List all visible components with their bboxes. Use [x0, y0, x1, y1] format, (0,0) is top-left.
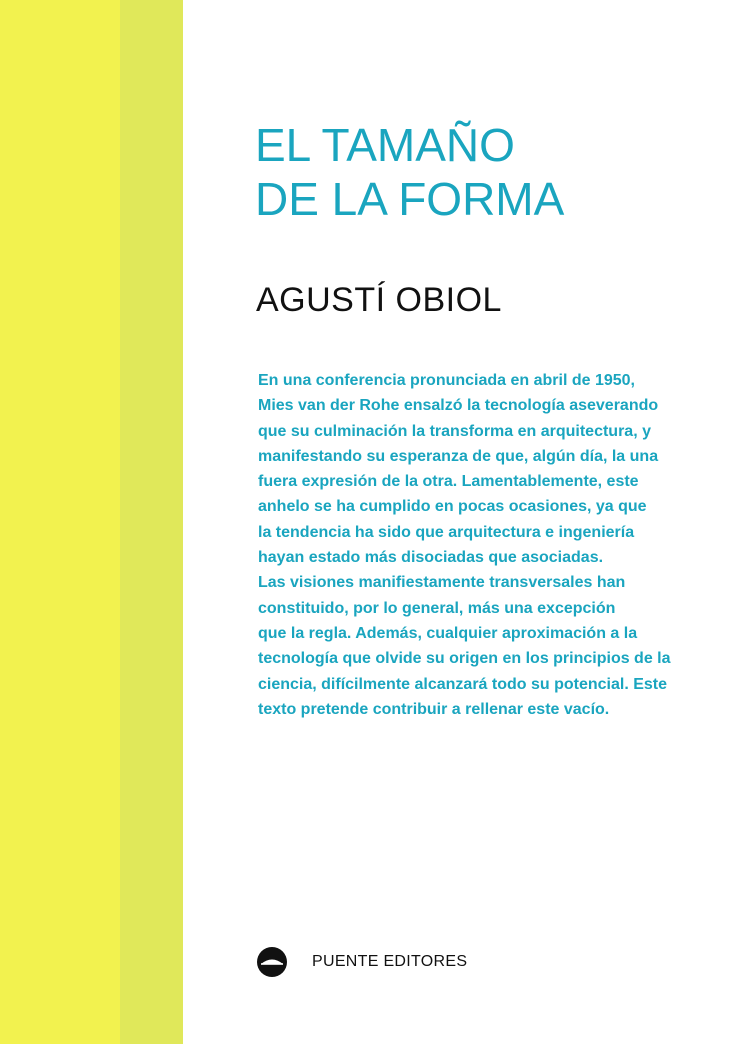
publisher-imprint — [256, 944, 467, 980]
blurb-line: Mies van der Rohe ensalzó la tecnología aseverando — [258, 397, 659, 415]
blurb-line: anhelo se ha cumplido en pocas ocasiones, ya que — [258, 498, 647, 516]
blurb-line: texto pretende contribuir a rellenar este vacío. — [258, 700, 610, 718]
blurb-line: fuera expresión de la otra. Lamentablemente, este — [258, 473, 639, 491]
book-title-line-2: DE LA FORMA — [255, 173, 565, 225]
book-title — [255, 118, 564, 226]
blurb-line: tecnología que olvide su origen en los principios de la — [258, 650, 671, 668]
blurb-line: constituido, por lo general, más una excepción — [258, 599, 616, 617]
blurb-line: hayan estado más disociadas que asociadas. — [258, 549, 604, 567]
blurb-line: que su culminación la transforma en arquitectura, y — [258, 422, 651, 440]
blurb-line: ciencia, difícilmente alcanzará todo su potencial. Este — [258, 675, 668, 693]
blurb-text — [258, 368, 698, 722]
publisher-name: PUENTE EDITORES — [312, 953, 468, 970]
left-color-band-outer — [0, 0, 120, 1044]
blurb-line: En una conferencia pronunciada en abril de 1950, — [258, 372, 635, 389]
blurb-line: que la regla. Además, cualquier aproximación a la — [258, 624, 638, 642]
blurb-line: manifestando su esperanza de que, algún día, la una — [258, 447, 659, 465]
blurb-line: Las visiones manifiestamente transversales han — [258, 574, 626, 592]
puente-logo-icon — [256, 946, 288, 978]
blurb-line: la tendencia ha sido que arquitectura e ingeniería — [258, 523, 635, 541]
book-title-line-1: EL TAMAÑO — [255, 119, 515, 171]
book-author: AGUSTÍ OBIOL — [256, 281, 502, 319]
left-color-band-inner — [120, 0, 183, 1044]
